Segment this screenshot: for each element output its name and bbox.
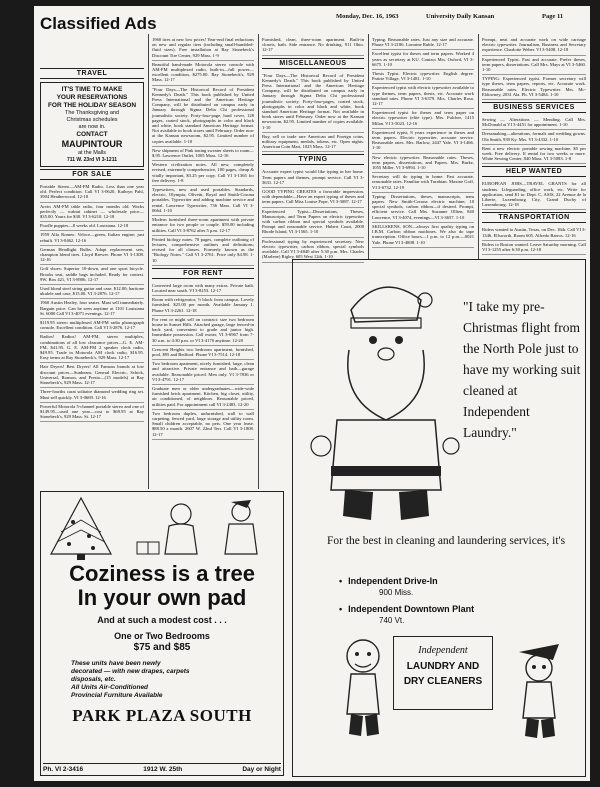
newspaper-page [34, 6, 590, 781]
column-rule [258, 34, 259, 489]
classified-ad: "Four Days—The Historical Record of President Kennedy's Death." This book published by United Press International and the American Heritage Company, will be distributed on campus early in January through Sigma Delta Chi professional journalistic society. Forty-four-pages, coated stock, photographs in color and black and white, book standard American Heritage format. Not available in book stores until February. Order now at the Kansan newsroom, $2.95. Limited number of copies available. 1-10 [262, 72, 364, 133]
ad-brand: PARK PLAZA SOUTH [72, 706, 252, 725]
classified-ad: Experienced typist with electric typewriter available to type themes, term papers, thesis, etc. Accurate work standard rates. Phone VI 3-6379. Mrs. Charles Rosa. 12-17 [372, 84, 474, 109]
logo-line: LAUNDRY AND [406, 661, 480, 672]
page-number: Page 11 [542, 13, 564, 20]
classified-ad: SKILLSKENS, SON—always first quality typing on I.B.M. Carbon ribbon machines. We also do tape transcription. Office hours—1 p.m. to 12 p.m.—0021 Yale. Phone VI 3-4808. 1-10 [372, 223, 474, 248]
laundry-logo-box [393, 636, 493, 710]
classified-ad: Room with refrigerator, ½ block from campus. Lovely furnished. $25.00 per month. Available January 1. Phone VI 3-2261. 12-18 [152, 296, 254, 316]
ad-line: CONTACT [76, 131, 108, 138]
ad-subhead: And at such a modest cost . . . [97, 615, 227, 625]
classified-ad: Dressmaking—alterations, formals and wedding gowns. Ola Smith, 939 Ky. Mrs. VI 3-4332. 1-10 [482, 130, 586, 144]
classified-ad: German Headlight Bulbs. Adapt replacement sets, champion blend tires. Lloyd Brewer. Phone VI 3-1308. 12-16 [40, 246, 144, 266]
elf-mascot-right-icon [509, 634, 569, 744]
ad-line: at the Malls [77, 150, 107, 156]
location-address: 740 Vt. [379, 616, 405, 625]
classified-ad: Portable Stereo—AM-FM Radio. Less than one year old. Perfect condition. Call VI 3-0620, Kathryn Pahl, 3904 Heatherwood. 12-18 [40, 183, 144, 203]
section-header-forsale: FOR SALE [40, 169, 144, 180]
classified-ad: Two bedroom duplex, unfurnished, wall to wall carpeting, fenced yard, large storage and utility room. Small children acceptable, no pets. One year lease. $88.50 a month. 2607 W. 22nd Terr. Call VI 3-1808. 12-17 [152, 410, 254, 440]
ad-rooms: One or Two Bedrooms [114, 631, 210, 641]
santa-quote: "I take my pre-Christmas flight from the North Pole just to have my working suit cleaned at Independent Laundry." [463, 299, 581, 440]
section-header-misc: MISCELLANEOUS [262, 58, 364, 69]
park-plaza-ad [40, 491, 284, 776]
classified-ad: Professional typing by experienced secretary. New electric typewriter, carbon ribbon, special symbols available. Call VI 3-4840 after 5:30 p.m. Mrs. Charles (Marlene) Rigley, 605 West 12th. 1-10 [262, 238, 364, 263]
classified-ad: 1960 tires at new low prices! Year-end final reductions on new and regular tires (including small-bumbled-fluid sizes). Free installation at Ray Stonebeck's Discount Tire Center, 929 Mass. 1-9 [152, 36, 254, 61]
classified-ad: Arvin AM-FM table radio, four months old. Works perfectly — walnut cabinet — wholesale price—$35.00. Yours for $30. VI 3-6210. 12-18 [40, 203, 144, 223]
classified-ad: For rent or might sell on contract: size two bedroom house in Sunset Hills. Attached garage, large fenced-in back yard, convenient to grade and junior high. Immediate possession. Call owner, VI 3-6967 from 7-30 a.m. to 4:30 p.m. or VI 3-4170 anytime. 12-20 [152, 316, 254, 346]
bullet-icon: • [339, 576, 343, 586]
classified-ad: 1960 Austin Healey, four seater. Must sell immediately. Bargain price. Can be seen anytime at 1101 Louisiana St. 6000 Call VI 3-4071 evenings. 12-17 [40, 299, 144, 319]
column-4 [372, 36, 474, 256]
ad-list [482, 36, 586, 100]
independent-laundry-ad [292, 259, 586, 777]
column-rule [148, 34, 149, 489]
ad-list [262, 72, 364, 153]
feature-line: All Units Air-Conditioned [71, 684, 149, 691]
page-header [34, 10, 590, 36]
location-name: Independent Downtown Plant [348, 604, 475, 614]
ad-headline: Coziness is a tree [69, 561, 255, 586]
classified-ad: Three-fourths carat solitaire diamond wedding ring set. Must sell quickly. VI 3-0669. 12-16 [40, 388, 144, 402]
classified-ad: Radios! Radios! AM-FM, stereo multiplex, combinations of all low clearance prices—G. E. AM-FM, $41.95. G. E. AM-FM 2 speaker clock radio, $49.95. Trade in Motorola AM clock radio, $16.95. Easy terms at Ray Stonebeck's, 929 Mass. 12-17 [40, 333, 144, 363]
classified-ad: Converted large room with many extras. Private bath. Located near south. VI 3-8253. 12-17 [152, 282, 254, 296]
classified-ad: TYPING: Experienced typist. Former secretary will type theses, term papers, reports, etc. Accurate work. Reasonable rates. Electric Typewriter. Mrs. Mc-Eldowney, 2031 Ala. Ph. VI 3-5484. 1-10 [482, 75, 586, 100]
classified-ad: Beautiful hand-made Motorola stereo console with AM-FM multiplexed radio, built-in—full power—excellent condition, $275.00. Ray Stonebeck's, 929 Mass. 12-17 [152, 61, 254, 86]
ad-contact: 711 W. 23rd VI 3-1211 [66, 157, 118, 163]
issue-date: Monday, Dec. 16, 1963 [336, 13, 399, 20]
ad-list [262, 168, 364, 262]
classified-ad: Furnished, clean, three-room apartment. Built-in closets, bath. Side entrance. No drinking. 911 Ohio. 12-17 [262, 36, 364, 56]
classified-ad: New electric typewriter. Reasonable rates. Theses, term papers, dissertations, and Papers. Mrs. Burke, 1055 Miller. VI 3-6994. 1-10 [372, 154, 474, 174]
ad-line: YOUR RESERVATIONS [56, 94, 128, 101]
location-name: Independent Drive-In [348, 576, 438, 586]
location-2 [339, 604, 474, 626]
classified-ad: "Four Days—The Historical Record of President Kennedy's Death." This book published by United Press International and the American Heritage Company, will be distributed on campus early in January through Sigma Delta Chi professional journalistic society. Forty-four-page, hard cover, 128 pages, coated stock, photographs in color and black and white, book standard American Heritage format. Not available in book stores until February. Order now at the Kansan newsroom, $2.95. Limited number of copies available. 1-10 [152, 86, 254, 147]
ad-headline: In your own pad [77, 585, 247, 610]
classified-ad: GOOD TYPING CREATES a favorable impression, with dependable—Have an expert typing of theses and term papers. Call Miss Louise Pope, VI 3-3087. 12-17 [262, 188, 364, 208]
classified-ad: Typing. Reasonable rates. Just any size and accurate. Phone VI 3-2186. Lorraine Ruble. 12-17 [372, 36, 474, 50]
column-rule [368, 34, 369, 259]
ad-list [372, 36, 474, 248]
ad-address: 1912 W. 25th [143, 766, 183, 773]
classified-ad: Powerful Motorola 5-channel portable stereo and one of $149.95—used one year—cost to $69.95 at Ray Stonebeck's, 929 Mass. St. 12-17 [40, 403, 144, 423]
classified-ad: Secretary will do typing in home. Fast accurate, reasonable rates. Familiar with Turabian. Maxine Goff, VI 3-6732. 12-19 [372, 173, 474, 193]
section-header-forrent: FOR RENT [152, 268, 254, 279]
ad-footer [43, 763, 281, 773]
classified-ad: Experienced typist for theses and term paper on electric typewriter (elite type). Mrs. Fulcher, 1415 Milan. VI 3-5023. 12-16 [372, 109, 474, 129]
ad-list [152, 36, 254, 266]
classified-ad: Western civilization notes. All new, completely revised, extremely comprehensive, 100 pages, cheap & vitally important, $3.25 per copy. Call VI 3-1365 for free delivery. 1-8 [152, 161, 254, 186]
classified-ad: Used blond steel string guitar and case. $12.00; baritone ukulele and case, $15.00. VI 3-2876. 12-17 [40, 285, 144, 299]
column-3 [262, 36, 364, 260]
classified-ad: Accurate expert typist would like typing in her home. Term papers and themes, prompt service. Call VI 3-3631. 12-17 [262, 168, 364, 188]
christmas-illustration [41, 492, 283, 562]
classified-ad: Two bedroom apartment, nicely furnished, large, clean and attractive. Private entrance and bath—garage available. Reasonable priced. Men only. VI 3-7836 or VI 3-4791. 12-17 [152, 360, 254, 385]
bullet-icon: • [339, 604, 343, 614]
classified-ad: Excellent typist for theses and term papers. Worked 4 years as secretary at KU. Contact Mrs. Oxford, VI 3-6675. 1-10 [372, 50, 474, 70]
classified-ad: Typing: Dissertations, theses, manuscripts, term papers. New Smith-Corona electric machine; 10 special symbols, carbon ribbon—if desired. Prompt, efficient service. Call Mrs. Suzanne Ollien, 840 Lawrence, VI 3-4074, evenings—VI 3-3657. 1-10 [372, 193, 474, 223]
classified-ad: Riders wanted to Austin, Texas, on Dec. 16th. Call VI 3-1346. Ellsworth, Room 605. Alfredo Barros. 12-16 [482, 226, 586, 240]
santa-illustration-icon [301, 270, 461, 530]
classified-ad: 1959 Alfa Romeo. Veloce—green, Italian engine; just rebuilt. VI 3-0462. 12-16 [40, 231, 144, 245]
ad-phone: Ph. VI 2-3416 [43, 766, 84, 773]
location-address: 900 Miss. [379, 588, 414, 597]
classified-ad: Graduate men or older undergraduates—wide-wide furnished brick apartment. Kitchen, big closet, utility, air conditioned, of neighbors. Reasonable priced, utilities paid. For appointment call VI 3-2483. 12-20 [152, 385, 254, 410]
column-5 [482, 36, 586, 256]
ad-prices: $75 and $85 [133, 642, 191, 653]
classified-ad: Printed biology notes. 70 pages, complete outlining of lectures, comprehensive outlines and definitions; revised for all classes. Formerly known as the "Biology Notes." Call VI 3-2761. Price only $4.98. 1-10 [152, 236, 254, 266]
ad-line: The Thanksgiving and [64, 110, 120, 116]
classified-ad: Experienced Typist. Fast and accurate. Prefer theses, term papers, dissertations. Call Mrs. Mays at VI 3-5460. 1-10 [482, 56, 586, 76]
ad-line: Christmas schedules [66, 117, 118, 123]
classified-ad: Rent a new electric portable sewing machine, $5 per week. Free delivery. If rental for two weeks or more. White Sewing Center, 840 Mass. VI 3-5083. 1-8 [482, 145, 586, 165]
ad-list [152, 282, 254, 440]
classified-ad: Poodle puppies—8 weeks old. Louisiana. 12-18 [40, 222, 144, 231]
classified-ad: Golf shoes: Superior 10-down, and one sport bicycle. Brooks seat, saddle bags included. Ready for contest. 9W. Box 421, VI 3-8906. 12-17 [40, 265, 144, 285]
logo-script: Independent [418, 645, 468, 656]
classified-ad: Crescent Heights two bedroom apartment, furnished, pool, $95 and Bedford. Phone VI 3-7514. 12-18 [152, 346, 254, 360]
ad-list [482, 116, 586, 164]
feature-line: These units have been newly [71, 660, 161, 667]
classified-ad: Prompt, neat and accurate work on wide carriage electric typewriter. Journalism, Business and Secretary experience. Charlotte Weber. VI 3-5408. 12-18 [482, 36, 586, 56]
ad-list [482, 180, 586, 210]
classified-ad: $119.95 stereo multiplexed AM-FM radio phonograph console. Excellent condition. Call VI 3-2876. 12-17 [40, 319, 144, 333]
maupintour-ad [40, 82, 144, 167]
section-header-business: BUSINESS SERVICES [482, 102, 586, 113]
ad-line: are now in. [78, 124, 106, 130]
classified-ad: Hair Dryers! Best Dryers! All Famous brands at low discount prices—Sunbeam, General Electric, Schick, Universal, Ronson, and Presto—(15 models) at Ray Stonebeck's, 929 Mass. 12-17 [40, 363, 144, 388]
classified-ad: Sewing — Alterations — Mending. Call Mrs. McDonald at VI 3-4451 for appointment. 1-10 [482, 116, 586, 130]
ad-line: FOR THE HOLIDAY SEASON [47, 102, 137, 109]
classified-ad: Experienced Typist—Dissertations, Theses, Manuscripts, and Term Papers on electric typewriter with carbon ribbon and special symbols available. Prompt and reasonable service. Hubert Court, 2000 Rhode Island, VI 3-1565. 1-10 [262, 208, 364, 238]
column-2 [152, 36, 254, 486]
classified-ad: Experienced typist, 8 years experience in theses and term papers. Electric typewriter, accurate service. Reasonable rates. Mrs. Barlow, 2447 Yale. VI 3-1466. 1-10 [372, 129, 474, 154]
classified-ad: Modern furnished three-room apartment with private entrance for two people or couple. $59.00 including utilities. Call VI 3-8762 after 5 p.m. 12-17 [152, 216, 254, 236]
classified-ad: EUROPEAN JOBS—TRAVEL GRANTS for all students. Lifeguarding, office work, etc. Write for application, send $1 to: Dept. C, ASIS, 22 Avenue de la Liberte, Luxembourg City, Grand Duchy of Luxembourg. 12-18 [482, 180, 586, 210]
ad-brand: MAUPINTOUR [61, 139, 123, 149]
section-title: Classified Ads [40, 14, 157, 33]
feature-line: disposals, etc. [71, 676, 116, 683]
logo-line: DRY CLEANERS [403, 676, 483, 687]
christmas-tree-icon [41, 492, 283, 562]
paper-name: University Daily Kansan [426, 13, 495, 20]
classified-ad: Buy, sell or trade rare American and Foreign coins, military equipment, medals, tokens, etc. Open nights. American Coin Mart, 1025 Mass. 12-17 [262, 133, 364, 153]
feature-line: Provincial Furniture Available [71, 692, 163, 699]
classified-ad: Riders to Boston wanted. Leave Saturday morning. Call VI 3-1255 after 6:30 p.m. 12-18 [482, 241, 586, 255]
column-rule [478, 34, 479, 259]
ad-features [41, 660, 283, 700]
location-1 [339, 576, 438, 598]
ad-line: IT'S TIME TO MAKE [61, 86, 123, 93]
section-header-help: HELP WANTED [482, 166, 586, 177]
ad-tagline: For the best in cleaning and laundering services, it's [327, 535, 566, 547]
ad-list [40, 183, 144, 422]
column-1 [40, 66, 144, 486]
feature-line: decorated — with new drapes, carpets [71, 668, 190, 675]
classified-ad: Typewriters, new and used portables. Standards, electric, Olympia, Olivetti, Royal and Smith-Corona portables. Typewriter and adding machine service and rental. Lawrence Typewriter, 736 Mass. Call VI 3-0664. 1-10 [152, 186, 254, 216]
elf-mascot-left-icon [335, 634, 391, 744]
section-header-travel: TRAVEL [40, 68, 144, 79]
ad-list [262, 36, 364, 56]
ad-hours: Day or Night [242, 766, 281, 773]
ad-list [482, 226, 586, 255]
section-header-typing: TYPING [262, 154, 364, 165]
section-header-transport: TRANSPORTATION [482, 212, 586, 223]
classified-ad: New shipment of Pink toning sweater sheets to roam—$.95. Lawrence Outlet, 1005 Mass. 12-16 [152, 147, 254, 161]
classified-ad: Thesis Typist. Electric typewriter. English degree. Prairie Village, VI 3-1481. 1-10 [372, 70, 474, 84]
